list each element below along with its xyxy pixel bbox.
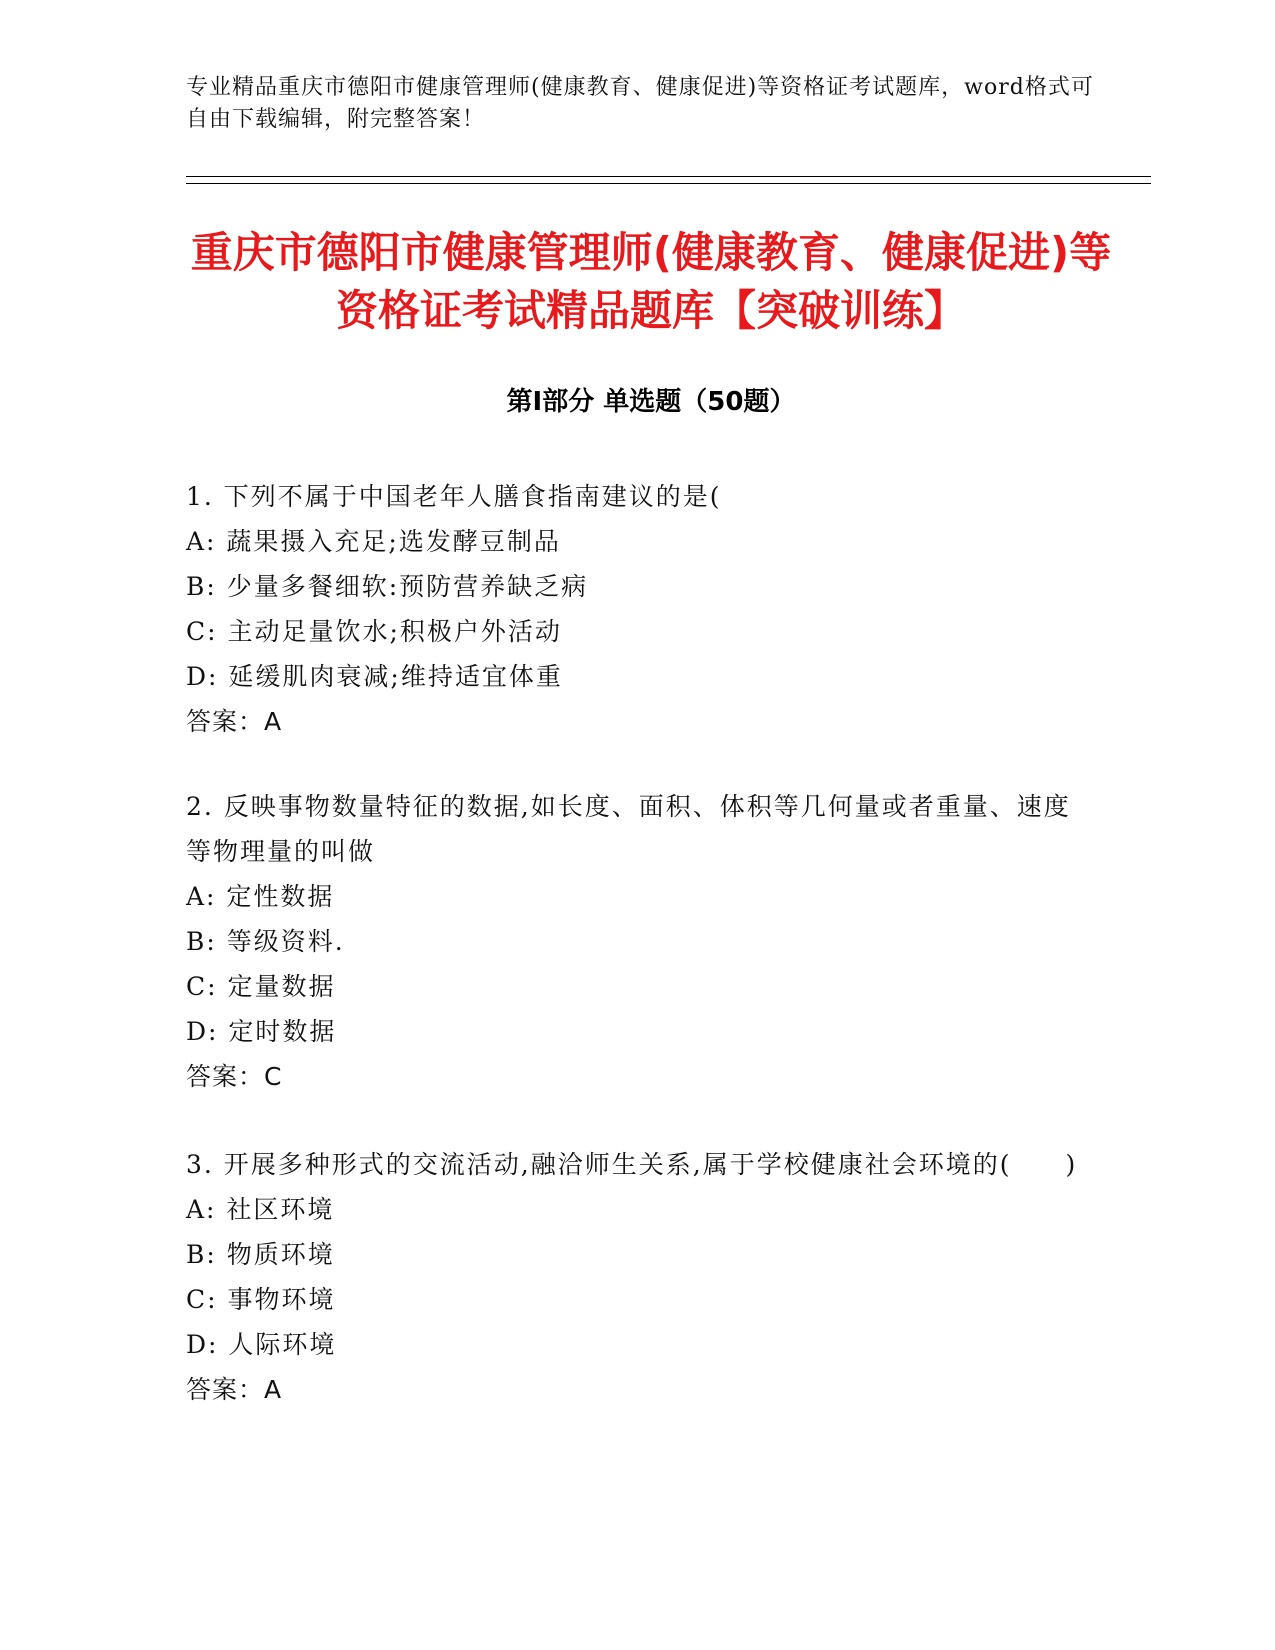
- option-d: D: 人际环境: [186, 1330, 337, 1359]
- answer: 答案：C: [186, 1062, 283, 1091]
- document-title: 重庆市德阳市健康管理师(健康教育、健康促进)等资格证考试精品题库【突破训练】: [190, 228, 1112, 335]
- section-heading: 第Ⅰ部分 单选题（50题）: [506, 387, 796, 417]
- answer: 答案：A: [186, 707, 283, 736]
- answer: 答案：A: [186, 1375, 283, 1404]
- question-1: [186, 474, 1086, 744]
- option-b: B: 等级资料.: [186, 927, 345, 956]
- option-b: B: 物质环境: [186, 1240, 335, 1269]
- question-3: [186, 1142, 1086, 1412]
- option-d: D: 延缓肌肉衰减;维持适宜体重: [186, 662, 563, 691]
- option-b: B: 少量多餐细软:预防营养缺乏病: [186, 572, 589, 601]
- question-stem: 2. 反映事物数量特征的数据,如长度、面积、体积等几何量或者重量、速度等物理量的叫做: [186, 792, 1071, 866]
- option-c: C: 定量数据: [186, 972, 336, 1001]
- option-a: A: 社区环境: [186, 1195, 335, 1224]
- header-divider-top: [186, 176, 1151, 177]
- question-stem: 3. 开展多种形式的交流活动,融洽师生关系,属于学校健康社会环境的( ): [186, 1150, 1078, 1179]
- question-2: [186, 784, 1086, 1099]
- header-divider-bottom: [186, 183, 1151, 184]
- option-c: C: 主动足量饮水;积极户外活动: [186, 617, 562, 646]
- option-c: C: 事物环境: [186, 1285, 336, 1314]
- question-stem: 1. 下列不属于中国老年人膳食指南建议的是(: [186, 482, 722, 511]
- header-note: 专业精品重庆市德阳市健康管理师(健康教育、健康促进)等资格证考试题库，word格式可自由下载编辑，附完整答案！: [186, 75, 1094, 132]
- option-a: A: 蔬果摄入充足;选发酵豆制品: [186, 527, 561, 556]
- option-a: A: 定性数据: [186, 882, 335, 911]
- option-d: D: 定时数据: [186, 1017, 337, 1046]
